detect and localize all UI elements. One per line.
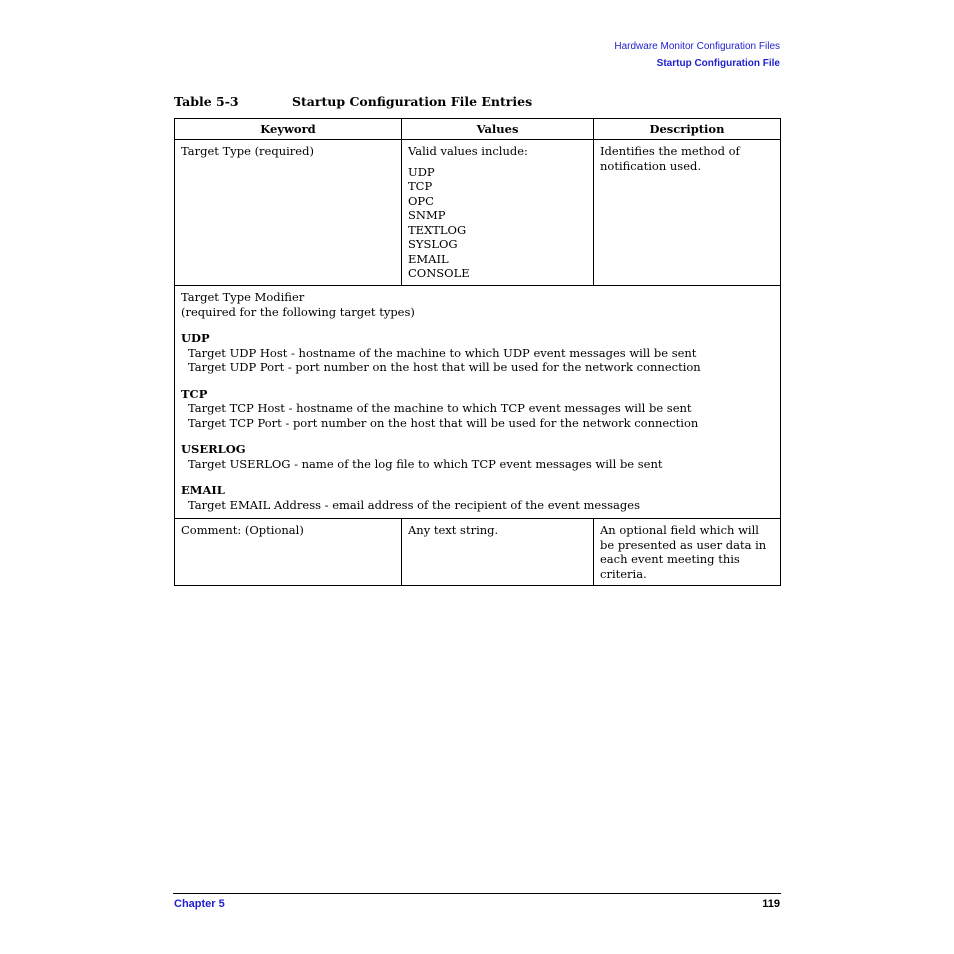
- footer-rule: [173, 893, 781, 894]
- modifier-item: Target EMAIL Address - email address of the recipient of the event messages: [188, 497, 640, 512]
- modifier-item: Target UDP Host - hostname of the machine to which UDP event messages will be sent: [188, 345, 697, 360]
- table-number: Table 5-3: [174, 94, 239, 109]
- running-head: [614, 38, 780, 72]
- modifier-item: Target TCP Host - hostname of the machine to which TCP event messages will be sent: [188, 401, 692, 415]
- table-caption: [174, 94, 532, 109]
- value-item: TCP: [408, 179, 433, 193]
- modifier-group-heading: TCP: [181, 386, 208, 401]
- table-header-row: [175, 119, 781, 140]
- modifier-item: Target USERLOG - name of the log file to which TCP event messages will be sent: [188, 456, 663, 471]
- value-item: EMAIL: [408, 251, 449, 266]
- cell-target-type-modifier: [175, 286, 781, 519]
- footer-page-number: 119: [762, 898, 780, 910]
- value-item: UDP: [408, 164, 435, 179]
- value-item: SNMP: [408, 208, 446, 222]
- values-list: [408, 165, 587, 281]
- values-intro: Valid values include:: [408, 144, 528, 158]
- modifier-note: (required for the following target types): [181, 304, 415, 319]
- table-row: [175, 519, 781, 586]
- table-row: [175, 140, 781, 286]
- cell-description: An optional field which will be presented as user data in each event meeting this criteria.: [594, 519, 781, 586]
- running-head-section: Hardware Monitor Configuration Files: [614, 41, 780, 52]
- cell-values: Any text string.: [402, 519, 594, 586]
- value-item: SYSLOG: [408, 237, 458, 251]
- modifier-item: Target UDP Port - port number on the host that will be used for the network connection: [188, 360, 701, 374]
- header-keyword: Keyword: [175, 119, 402, 140]
- header-description: Description: [594, 119, 781, 140]
- modifier-group-heading: UDP: [181, 331, 210, 345]
- modifier-item: Target TCP Port - port number on the host that will be used for the network connection: [188, 415, 699, 430]
- startup-config-table: [174, 118, 781, 586]
- value-item: TEXTLOG: [408, 222, 467, 237]
- value-item: CONSOLE: [408, 266, 470, 280]
- table-row: [175, 286, 781, 519]
- cell-values: [402, 140, 594, 286]
- header-values: Values: [402, 119, 594, 140]
- cell-keyword: Comment: (Optional): [175, 519, 402, 586]
- cell-description: Identifies the method of notification used.: [594, 140, 781, 286]
- value-item: OPC: [408, 193, 434, 208]
- table-title: Startup Configuration File Entries: [292, 94, 533, 109]
- modifier-group-heading: EMAIL: [181, 483, 225, 497]
- modifier-title: Target Type Modifier: [181, 290, 305, 304]
- footer-chapter: Chapter 5: [174, 898, 225, 910]
- modifier-group-heading: USERLOG: [181, 442, 246, 456]
- cell-keyword: Target Type (required): [175, 140, 402, 286]
- running-head-subsection: Startup Configuration File: [656, 58, 780, 69]
